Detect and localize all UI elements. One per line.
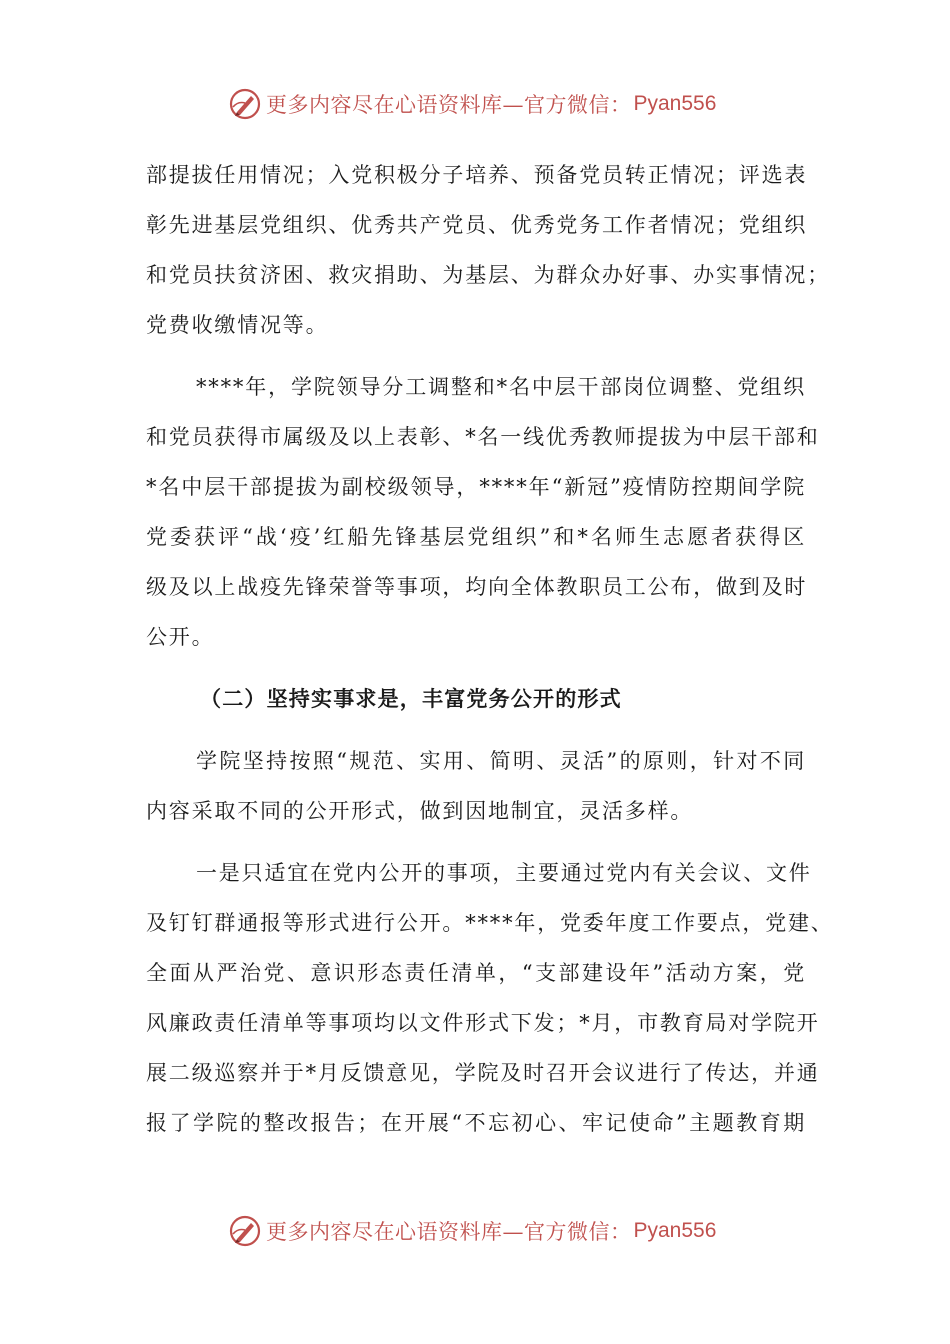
text-line: 展二级巡察并于*月反馈意见，学院及时召开会议进行了传达，并通: [146, 1061, 820, 1085]
pen-logo-icon: [228, 1214, 262, 1248]
text-line: 部提拔任用情况；入党积极分子培养、预备党员转正情况；评选表: [146, 163, 808, 187]
paragraph: [146, 848, 834, 1148]
pen-logo-icon: [228, 87, 262, 121]
text-line: 和党员扶贫济困、救灾捐助、为基层、为群众办好事、办实事情况；: [146, 263, 830, 287]
text-line: 一是只适宜在党内公开的事项，主要通过党内有关会议、文件: [196, 861, 812, 885]
watermark-header: [228, 84, 728, 124]
watermark-text: 更多内容尽在心语资料库—官方微信：: [266, 93, 632, 117]
watermark-wechat-id: Pyan556: [633, 92, 717, 115]
text-line: 报了学院的整改报告；在开展“不忘初心、牢记使命”主题教育期: [146, 1111, 806, 1135]
heading-text: （二）坚持实事求是，丰富党务公开的形式: [200, 686, 622, 711]
text-line: 内容采取不同的公开形式，做到因地制宜，灵活多样。: [146, 799, 694, 823]
watermark-text: 更多内容尽在心语资料库—官方微信：: [266, 1220, 632, 1244]
text-line: 及钉钉群通报等形式进行公开。****年，党委年度工作要点，党建、: [146, 911, 834, 935]
paragraph: [146, 150, 830, 350]
text-line: 党委获评“战‘疫’红船先锋基层党组织”和*名师生志愿者获得区: [146, 525, 806, 549]
text-line: 学院坚持按照“规范、实用、简明、灵活”的原则，针对不同: [196, 749, 806, 773]
text-line: 风廉政责任清单等事项均以文件形式下发；*月，市教育局对学院开: [146, 1011, 820, 1035]
text-line: 级及以上战疫先锋荣誉等事项，均向全体教职员工公布，做到及时: [146, 575, 808, 599]
paragraph: [146, 736, 806, 836]
text-line: 党费收缴情况等。: [146, 313, 329, 337]
text-line: ****年，学院领导分工调整和*名中层干部岗位调整、党组织: [196, 375, 806, 399]
section-heading: [146, 674, 806, 724]
text-line: *名中层干部提拔为副校级领导，****年“新冠”疫情防控期间学院: [146, 475, 806, 499]
text-line: 彰先进基层党组织、优秀共产党员、优秀党务工作者情况；党组织: [146, 213, 808, 237]
text-line: 全面从严治党、意识形态责任清单，“支部建设年”活动方案，党: [146, 961, 806, 985]
text-line: 公开。: [146, 625, 215, 649]
paragraph: [146, 362, 820, 662]
text-line: 和党员获得市属级及以上表彰、*名一线优秀教师提拔为中层干部和: [146, 425, 820, 449]
watermark-footer: [228, 1211, 728, 1251]
document-body: [146, 150, 834, 1148]
watermark-wechat-id: Pyan556: [633, 1219, 717, 1242]
